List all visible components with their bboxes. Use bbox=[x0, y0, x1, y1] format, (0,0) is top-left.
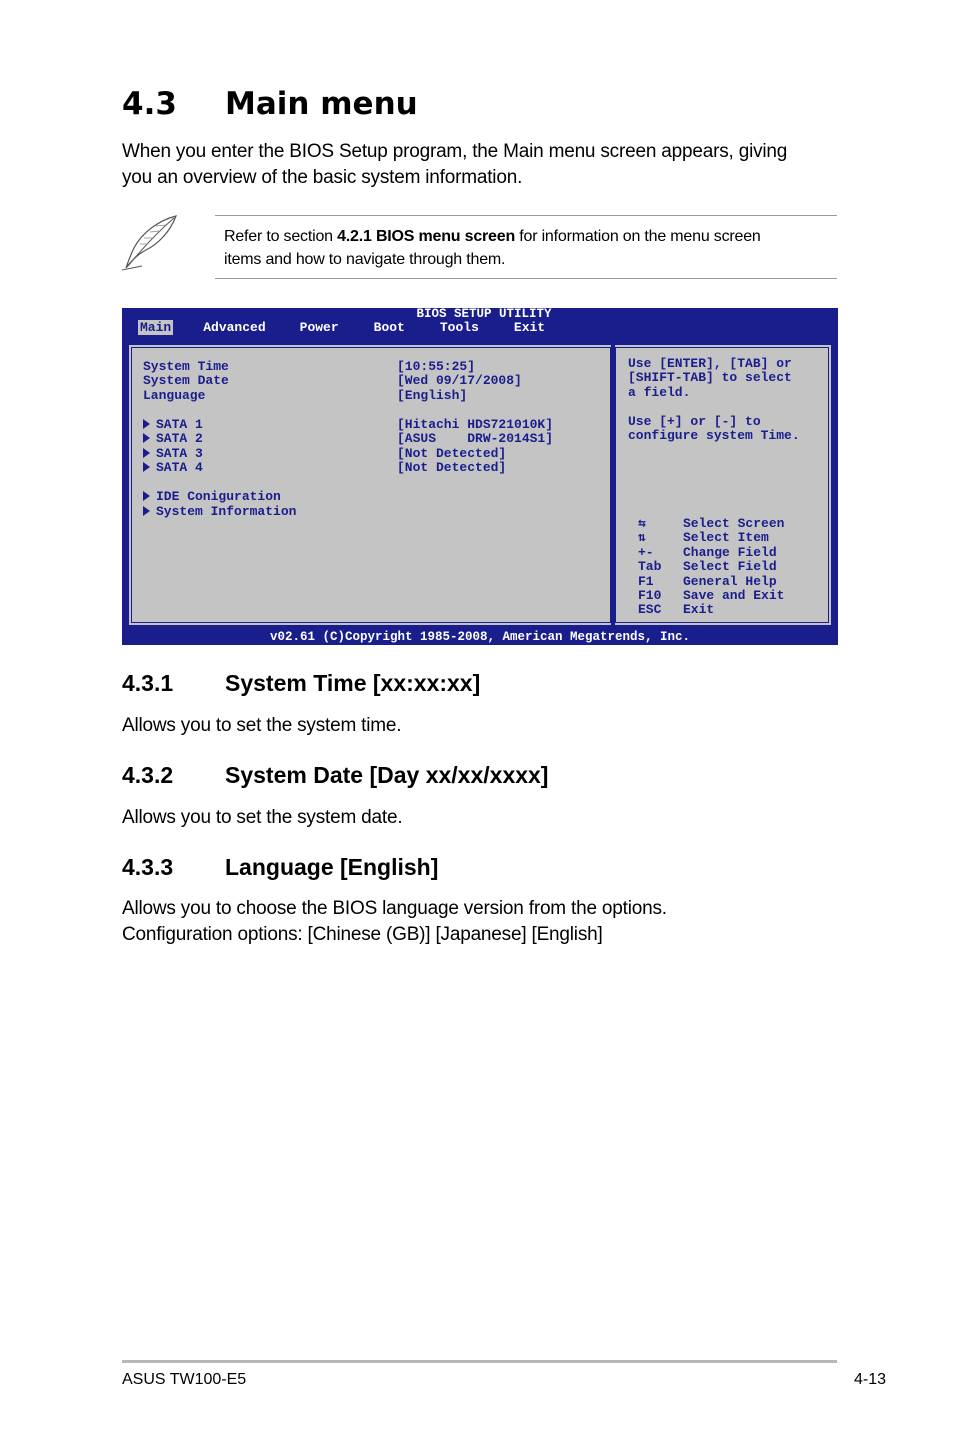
sata-3-label: SATA 3 bbox=[156, 446, 203, 461]
bios-help-line-5: Use [+] or [-] to bbox=[628, 414, 761, 429]
submenu-arrow-icon bbox=[143, 462, 150, 472]
bios-copyright: v02.61 (C)Copyright 1985-2008, American Megatrends, Inc. bbox=[269, 630, 691, 644]
bios-item-language[interactable]: Language bbox=[143, 388, 206, 403]
bios-item-sata-2[interactable] bbox=[143, 432, 203, 446]
intro-line-1: When you enter the BIOS Setup program, the Main menu screen appears, giving bbox=[122, 141, 788, 162]
subsection-number: 4.3.2 bbox=[122, 762, 174, 788]
subsection-heading-4-3-3 bbox=[122, 854, 438, 881]
bios-key-plus-minus: +- bbox=[638, 545, 654, 560]
sata-1-label: SATA 1 bbox=[156, 417, 203, 432]
bios-item-sata-4[interactable] bbox=[143, 461, 203, 475]
subsection-number: 4.3.1 bbox=[122, 670, 174, 696]
bios-item-system-time[interactable]: System Time bbox=[143, 359, 229, 374]
bios-value-sata-3: [Not Detected] bbox=[397, 446, 507, 461]
bios-body bbox=[127, 343, 833, 627]
bios-key-action-save-and-exit: Save and Exit bbox=[683, 588, 785, 603]
bios-title: BIOS SETUP UTILITY bbox=[416, 307, 552, 321]
subsection-title: System Time [xx:xx:xx] bbox=[225, 670, 481, 696]
subsection-heading-4-3-1 bbox=[122, 670, 480, 697]
bios-value-sata-2: [ASUS DRW-2014S1] bbox=[397, 431, 554, 446]
bios-menu-exit[interactable]: Exit bbox=[513, 320, 546, 335]
subsection-heading-4-3-2 bbox=[122, 762, 548, 789]
subsection-4-3-2-body: Allows you to set the system date. bbox=[122, 807, 403, 828]
bios-value-language[interactable]: [English] bbox=[397, 388, 468, 403]
feather-pen-icon bbox=[120, 214, 180, 272]
ide-configuration-label: IDE Coniguration bbox=[156, 489, 281, 504]
subsection-title: Language [English] bbox=[225, 854, 439, 880]
bios-key-f1: F1 bbox=[638, 574, 654, 589]
note-bold-ref: 4.2.1 BIOS menu screen bbox=[337, 228, 516, 245]
note-line-2: items and how to navigate through them. bbox=[224, 251, 506, 268]
submenu-arrow-icon bbox=[143, 448, 150, 458]
submenu-arrow-icon bbox=[143, 433, 150, 443]
bios-help-line-2: [SHIFT-TAB] to select bbox=[628, 370, 792, 385]
bios-key-action-select-screen: Select Screen bbox=[683, 516, 785, 531]
bios-key-esc: ESC bbox=[638, 602, 662, 617]
submenu-arrow-icon bbox=[143, 506, 150, 516]
bios-item-sata-3[interactable] bbox=[143, 447, 203, 461]
footer-page-number: 4-13 bbox=[853, 1371, 886, 1388]
footer-product-name: ASUS TW100-E5 bbox=[122, 1371, 247, 1388]
sata-2-label: SATA 2 bbox=[156, 431, 203, 446]
bios-help-line-3: a field. bbox=[628, 385, 691, 400]
section-number: 4.3 bbox=[122, 86, 177, 122]
bios-item-ide-configuration[interactable] bbox=[143, 490, 281, 504]
subsection-4-3-3-body-1: Allows you to choose the BIOS language version from the options. bbox=[122, 898, 667, 919]
subsection-4-3-3-body-2: Configuration options: [Chinese (GB)] [Japanese] [English] bbox=[122, 924, 603, 945]
subsection-title: System Date [Day xx/xx/xxxx] bbox=[225, 762, 549, 788]
bios-key-action-select-item: Select Item bbox=[683, 530, 769, 545]
bios-help-line-6: configure system Time. bbox=[628, 428, 800, 443]
system-information-label: System Information bbox=[156, 504, 297, 519]
bios-menu-power[interactable]: Power bbox=[299, 320, 339, 335]
bios-menu-main[interactable]: Main bbox=[140, 320, 172, 335]
bios-menu-advanced[interactable]: Advanced bbox=[203, 320, 266, 335]
bios-key-action-change-field: Change Field bbox=[683, 545, 777, 560]
bios-screen bbox=[122, 308, 838, 645]
bios-key-action-select-field: Select Field bbox=[683, 559, 777, 574]
note-prefix: Refer to section bbox=[224, 228, 338, 245]
bios-value-system-time[interactable]: [10:55:25] bbox=[397, 359, 476, 374]
bios-key-action-general-help: General Help bbox=[683, 574, 777, 589]
note-top-rule bbox=[215, 215, 837, 216]
subsection-number: 4.3.3 bbox=[122, 854, 174, 880]
bios-key-f10: F10 bbox=[638, 588, 662, 603]
bios-menu-boot[interactable]: Boot bbox=[373, 320, 405, 335]
note-suffix: for information on the menu screen bbox=[515, 228, 761, 245]
submenu-arrow-icon bbox=[143, 419, 150, 429]
up-down-arrows-icon: ⇅ bbox=[638, 530, 646, 545]
left-right-arrows-icon: ⇆ bbox=[638, 516, 646, 531]
note-text bbox=[224, 225, 761, 271]
intro-line-2: you an overview of the basic system information. bbox=[122, 167, 523, 188]
bios-item-sata-1[interactable] bbox=[143, 418, 203, 432]
bios-menu-tools[interactable]: Tools bbox=[439, 320, 479, 335]
bios-item-system-date[interactable]: System Date bbox=[143, 373, 229, 388]
submenu-arrow-icon bbox=[143, 491, 150, 501]
bios-item-system-information[interactable] bbox=[143, 505, 296, 519]
page-title bbox=[122, 86, 418, 122]
note-bottom-rule bbox=[215, 278, 837, 279]
bios-help-line-1: Use [ENTER], [TAB] or bbox=[628, 356, 792, 371]
bios-value-sata-1: [Hitachi HDS721010K] bbox=[397, 417, 554, 432]
sata-4-label: SATA 4 bbox=[156, 460, 203, 475]
footer-rule bbox=[122, 1360, 837, 1363]
bios-key-action-exit: Exit bbox=[683, 602, 715, 617]
section-title: Main menu bbox=[225, 86, 418, 122]
bios-value-system-date[interactable]: [Wed 09/17/2008] bbox=[397, 373, 522, 388]
subsection-4-3-1-body: Allows you to set the system time. bbox=[122, 715, 402, 736]
bios-key-tab: Tab bbox=[638, 559, 662, 574]
bios-menu-bar bbox=[138, 320, 545, 335]
bios-value-sata-4: [Not Detected] bbox=[397, 460, 507, 475]
